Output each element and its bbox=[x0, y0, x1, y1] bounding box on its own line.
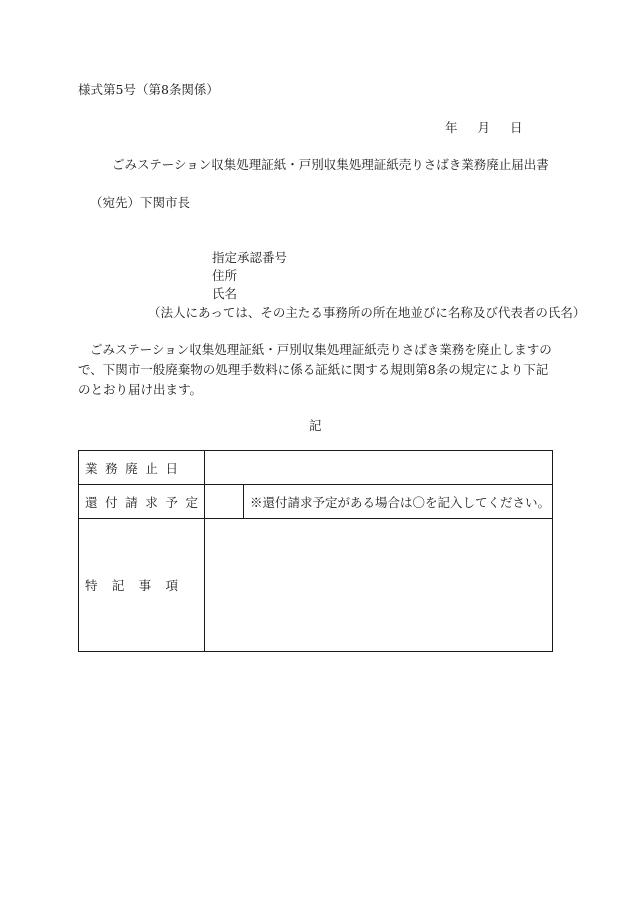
label-char: 業 bbox=[85, 460, 98, 476]
label-char: 求 bbox=[145, 494, 158, 510]
date-month-label: 月 bbox=[477, 120, 491, 135]
label-char: 日 bbox=[165, 460, 178, 476]
remarks-value[interactable] bbox=[205, 519, 553, 652]
ki-label: 記 bbox=[309, 418, 322, 433]
date-line bbox=[445, 118, 523, 136]
label-char: 還 bbox=[85, 494, 98, 510]
label-char: 定 bbox=[185, 494, 198, 510]
closure-date-label bbox=[79, 451, 205, 485]
date-day-label: 日 bbox=[510, 120, 523, 135]
refund-note: ※還付請求予定がある場合は〇を記入してください。 bbox=[244, 485, 553, 519]
approval-number-label: 指定承認番号 bbox=[212, 250, 288, 265]
table-row-remarks bbox=[79, 519, 553, 652]
form-table bbox=[78, 450, 553, 652]
address-label: 住所 bbox=[212, 268, 238, 283]
applicant-note: （法人にあっては、その主たる事務所の所在地並びに名称及び代表者の氏名） bbox=[148, 305, 586, 320]
label-char: 請 bbox=[125, 494, 138, 510]
date-year-label: 年 bbox=[445, 120, 458, 135]
refund-request-label bbox=[79, 485, 205, 519]
label-char: 予 bbox=[165, 494, 178, 510]
label-char: 事 bbox=[138, 578, 152, 593]
closure-date-value[interactable] bbox=[205, 451, 553, 485]
refund-mark-cell[interactable] bbox=[205, 485, 244, 519]
label-char: 項 bbox=[165, 578, 178, 593]
table-row-refund bbox=[79, 485, 553, 519]
document-title: ごみステーション収集処理証紙・戸別収集処理証紙売りさばき業務廃止届出書 bbox=[112, 157, 549, 172]
label-char: 特 bbox=[85, 578, 98, 593]
body-text: ごみステーション収集処理証紙・戸別収集処理証紙売りさばき業務を廃止しますので、下関市一般廃棄物の処理手数料に係る証紙に関する規則第8条の規定により下記のとおり届け出ます。 bbox=[78, 342, 552, 397]
label-char: 記 bbox=[111, 578, 125, 593]
form-number: 様式第5号（第8条関係） bbox=[78, 82, 219, 97]
label-char: 止 bbox=[145, 460, 158, 476]
table-row-closure-date bbox=[79, 451, 553, 485]
label-char: 務 bbox=[105, 460, 118, 476]
addressee: （宛先）下関市長 bbox=[90, 195, 191, 210]
remarks-label bbox=[79, 519, 205, 652]
label-char: 廃 bbox=[125, 460, 138, 476]
label-char: 付 bbox=[105, 494, 118, 510]
name-label: 氏名 bbox=[212, 286, 238, 301]
